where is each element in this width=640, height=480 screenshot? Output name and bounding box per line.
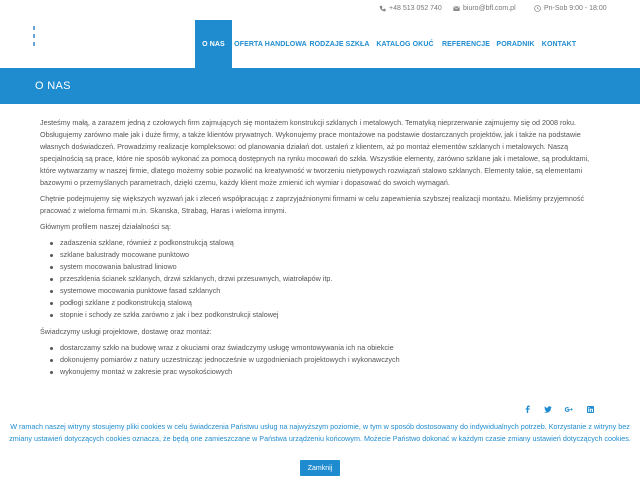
list-item: podłogi szklane z podkonstrukcją stalową (40, 297, 602, 309)
contact-hours (534, 5, 607, 12)
list-item: systemowe mocowania punktowe fasad szklanych (40, 285, 602, 297)
list-item: wykonujemy montaż w zakresie prac wysokościowych (40, 366, 602, 378)
clock-icon (534, 5, 541, 12)
list-item: przeszklenia ścianek szklanych, drzwi szklanych, drzwi przesuwnych, wiatrołapów itp. (40, 273, 602, 285)
nav-item-oferta-handlowa[interactable]: OFERTA HANDLOWA (234, 40, 307, 48)
list-item: dostarczamy szkło na budowę wraz z okuciami oraz świadczymy usługę wmontowywania ich na obiekcie (40, 342, 602, 354)
list-item: szklane balustrady mocowane punktowo (40, 249, 602, 261)
google-plus-icon[interactable] (561, 402, 577, 416)
profile-list (40, 237, 602, 321)
list-item: dokonujemy pomiarów z natury uczestnicząc jednocześnie w uzgodnieniach projektowych i wykonawczych (40, 354, 602, 366)
close-cookie-button[interactable]: Zamknij (300, 460, 340, 476)
phone-text: +48 513 052 740 (389, 5, 442, 12)
list-item: zadaszenia szklane, również z podkonstrukcją stalową (40, 237, 602, 249)
nav-item-o-nas[interactable]: O NAS (195, 20, 232, 68)
list-item: system mocowania balustrad liniowo (40, 261, 602, 273)
social-links (519, 402, 598, 416)
nav-item-poradnik[interactable]: PORADNIK (496, 40, 535, 48)
main-nav (195, 20, 579, 68)
facebook-icon[interactable] (519, 402, 535, 416)
main-content (40, 117, 602, 383)
contact-email[interactable] (453, 5, 516, 12)
contact-phone[interactable] (379, 5, 442, 12)
list-item: stopnie i schody ze szkła zarówno z jak i bez podkonstrukcji stalowej (40, 309, 602, 321)
challenges-paragraph: Chętnie podejmujemy się większych wyzwań jak i zleceń współpracując z zaprzyjaźnionymi firmami w celu zapewnienia szybszej realizacji montażu. Mieliśmy przyjemność pracować z wieloma firmami m.in. Skanska, Strabag, Haras i wieloma innymi. (40, 194, 585, 215)
nav-item-katalog-okuc[interactable]: KATALOG OKUĆ (376, 40, 434, 48)
profile-heading: Głównym profilem naszej działalności są: (40, 222, 172, 231)
logo[interactable] (33, 26, 36, 50)
twitter-icon[interactable] (540, 402, 556, 416)
top-contact-bar (0, 0, 640, 20)
cookie-text: W ramach naszej witryny stosujemy pliki cookies w celu świadczenia Państwu usług na najwyższym poziomie, w tym w sposób dostosowany do indywidualnych potrzeb. Korzystanie z witryny bez zmiany ustawień dotyczących cookies oznacza, że będą one zamieszczane w Państwa urządzeniu końcowym. Możecie Państwo dokonać w każdym czasie zmiany ustawień dotyczących cookies. (9, 422, 631, 443)
services-list (40, 342, 602, 378)
envelope-icon (453, 5, 460, 12)
linkedin-icon[interactable] (582, 402, 598, 416)
page-banner (0, 68, 640, 104)
services-heading: Świadczymy usługi projektowe, dostawę oraz montaż: (40, 327, 212, 336)
nav-item-rodzaje-szkla[interactable]: RODZAJE SZKŁA (309, 40, 370, 48)
phone-icon (379, 5, 386, 12)
intro-paragraph: Jesteśmy małą, a zarazem jedną z czołowych firm zajmujących się montażem konstrukcji szklanych i metalowych. Tematyką nieprzerwanie zajmujemy się od 2008 roku. Obsługujemy zarówno małe jak i duże firmy, a także klientów prywatnych. Wykonujemy prace montażowe na podstawie dostarczanych projektów, jak i także na podstawie własnych doświadczeń. Prowadzimy realizacje kompleksowo: od planowania działań dot. ustaleń z klientem, aż po montaż elementów szklanych i metalowych. Naszą specjalnością są prace, które nie sposób wykonać za pomocą dostępnych na rynku mocowań do szkła. Wszystkie elementy, zarówno szklane jak i metalowe, są produktami, które wytwarzamy w naszej firmie, dlatego możemy sobie pozwolić na kreatywność w tworzeniu nietypowych rozwiązań stalowo szklanych. Elementy takie, są elementami bazowymi o przemyślanych parametrach, dzięki czemu, każdy klient może zmienić ich wymiar i dopasować do swoich wymagań. (40, 118, 590, 187)
page-title: O NAS (35, 80, 71, 92)
nav-item-referencje[interactable]: REFERENCJE (441, 40, 491, 48)
email-text: biuro@bfl.com.pl (463, 5, 516, 12)
nav-item-kontakt[interactable]: KONTAKT (541, 40, 577, 48)
hours-text: Pn-Sob 9:00 - 18:00 (544, 5, 607, 12)
